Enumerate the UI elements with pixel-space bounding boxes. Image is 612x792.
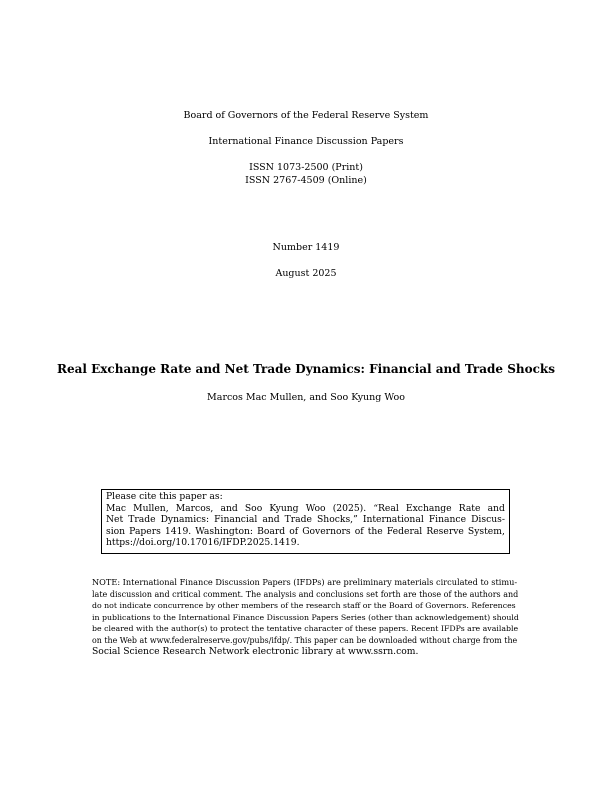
citation-word: and [487, 502, 505, 514]
citation-word: Papers [129, 525, 161, 537]
citation-word: Board [257, 525, 286, 537]
note-line-2: late discussion and critical comment. The analysis and conclusions set forth are those of the authors and [92, 589, 519, 599]
citation-word: and [262, 514, 280, 526]
issn-online: ISSN 2767-4509 (Online) [245, 175, 367, 186]
citation-line-3 [106, 526, 505, 538]
citation-doi: https://doi.org/10.17016/IFDP.2025.1419. [106, 537, 300, 549]
citation-word: Reserve [426, 525, 464, 537]
citation-word: International [362, 514, 424, 526]
citation-word: “Real [373, 502, 399, 514]
note-line-7: Social Science Research Network electronic library at www.ssrn.com. [92, 646, 419, 657]
citation-word: Shocks,” [316, 514, 358, 526]
citation-word: Dynamics: [160, 514, 210, 526]
note-line-6: on the Web at www.federalreserve.gov/pubs/ifdp/. This paper can be downloaded without charge from the [92, 635, 518, 645]
citation-word: sion [106, 525, 126, 537]
citation-word: 1419. [164, 525, 192, 537]
citation-line-2 [106, 514, 505, 526]
citation-word: System, [467, 525, 505, 537]
citation-word: Washington: [195, 525, 254, 537]
note-line-1: NOTE: International Finance Discussion Papers (IFDPs) are preliminary materials circulated to stimu- [92, 577, 518, 587]
paper-number: Number 1419 [272, 242, 340, 253]
paper-date: August 2025 [275, 268, 337, 279]
citation-word: Rate [458, 502, 481, 514]
citation-word: Exchange [405, 502, 452, 514]
note-line-4: in publications to the International Finance Discussion Papers Series (other than acknowledgement) should [92, 612, 519, 622]
citation-word: Trade [128, 514, 156, 526]
citation-word: Mac [106, 502, 127, 514]
citation-heading: Please cite this paper as: [106, 491, 223, 502]
note-line-5: be cleared with the author(s) to protect the tentative character of these papers. Recent IFDPs are available [92, 624, 519, 633]
citation-word: Federal [386, 525, 423, 537]
citation-word: Marcos, [175, 502, 214, 514]
paper-authors: Marcos Mac Mullen, and Soo Kyung Woo [207, 392, 405, 403]
note-line-3: do not indicate concurrence by other members of the research staff or the Board of Governors. References [92, 601, 516, 610]
citation-word: the [367, 525, 383, 537]
citation-word: Soo [244, 502, 263, 514]
citation-word: Governors [302, 525, 351, 537]
citation-word: Net [106, 514, 124, 526]
citation-box [101, 489, 510, 554]
citation-word: and [220, 502, 238, 514]
disclaimer-note [92, 577, 520, 658]
issn-print: ISSN 1073-2500 (Print) [249, 162, 363, 173]
citation-word: Trade [284, 514, 312, 526]
institution-name: Board of Governors of the Federal Reserve System [183, 110, 429, 121]
series-name: International Finance Discussion Papers [208, 136, 404, 147]
citation-word: Finance [428, 514, 467, 526]
citation-word: of [354, 525, 364, 537]
citation-word: (2025). [332, 502, 367, 514]
citation-word: Discus- [471, 514, 505, 526]
citation-word: Woo [305, 502, 326, 514]
paper-title: Real Exchange Rate and Net Trade Dynamics: Financial and Trade Shocks [57, 362, 555, 376]
citation-word: of [289, 525, 299, 537]
citation-word: Financial [214, 514, 258, 526]
citation-word: Kyung [269, 502, 299, 514]
citation-line-1 [106, 503, 505, 515]
citation-word: Mullen, [133, 502, 169, 514]
